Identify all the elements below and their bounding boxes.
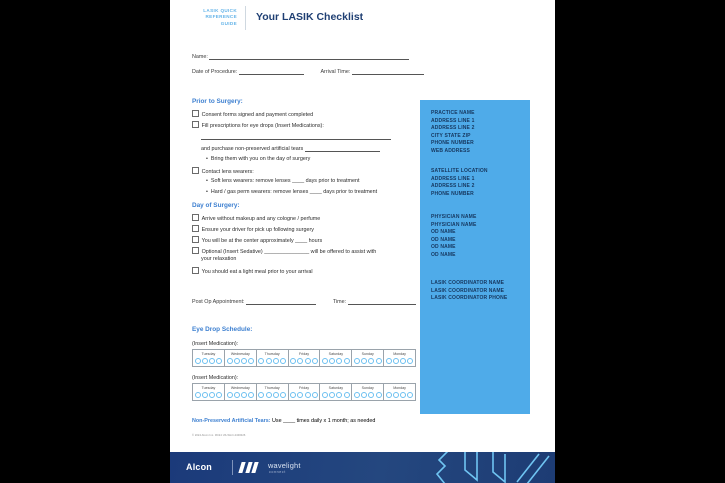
bullet-soft-lens: • Soft lens wearers: remove lenses ____ days prior to treatment bbox=[206, 178, 360, 184]
dose-circle[interactable] bbox=[407, 392, 413, 398]
eyedrop-day-column[interactable] bbox=[193, 384, 225, 400]
dose-circle[interactable] bbox=[202, 392, 208, 398]
insert-medication-label-2: (Insert Medication): bbox=[192, 375, 239, 381]
panel-info-line: PHYSICIAN NAME bbox=[431, 221, 477, 228]
eyedrop-day-column[interactable] bbox=[257, 350, 289, 366]
panel-info-line: LASIK COORDINATOR NAME bbox=[431, 287, 505, 294]
footer-divider bbox=[232, 460, 233, 475]
panel-info-line: OD NAME bbox=[431, 236, 456, 243]
checkbox-item-driver[interactable] bbox=[192, 225, 314, 233]
physician-info-group bbox=[431, 214, 476, 260]
panel-info-line: ADDRESS LINE 1 bbox=[431, 117, 475, 124]
dose-circle[interactable] bbox=[305, 358, 311, 364]
eyedrop-table-2[interactable] bbox=[192, 383, 416, 401]
dose-circle[interactable] bbox=[216, 392, 222, 398]
checkbox-label: Fill prescriptions for eye drops (Insert Medications): bbox=[201, 123, 324, 130]
dose-circle[interactable] bbox=[241, 358, 247, 364]
checkbox-item-contact-lens[interactable] bbox=[192, 167, 254, 175]
dose-circle[interactable] bbox=[376, 392, 382, 398]
eyedrop-day-column[interactable] bbox=[289, 384, 321, 400]
checkbox-icon[interactable] bbox=[192, 167, 199, 174]
panel-info-line: ADDRESS LINE 2 bbox=[431, 125, 475, 132]
eyedrop-day-header: Saturday bbox=[328, 352, 344, 357]
dose-circle[interactable] bbox=[195, 392, 201, 398]
panel-info-line: PHONE NUMBER bbox=[431, 190, 474, 197]
dose-circle[interactable] bbox=[273, 358, 279, 364]
date-field-row[interactable] bbox=[192, 68, 424, 75]
dose-circle[interactable] bbox=[393, 392, 399, 398]
checkbox-label: Arrive without makeup and any cologne / perfume bbox=[201, 216, 321, 223]
eyedrop-day-header: Wednesday bbox=[230, 352, 250, 357]
page-title: Your LASIK Checklist bbox=[256, 11, 364, 23]
page-header bbox=[170, 0, 555, 44]
dose-circle[interactable] bbox=[290, 392, 296, 398]
eyedrop-dose-dots bbox=[257, 358, 288, 367]
panel-info-line: OD NAME bbox=[431, 229, 456, 236]
eyedrop-table-1[interactable] bbox=[192, 349, 416, 367]
dose-circle[interactable] bbox=[248, 392, 254, 398]
eyedrop-day-header: Thursday bbox=[264, 386, 280, 391]
name-field-row[interactable] bbox=[192, 53, 409, 60]
eyedrop-dose-dots bbox=[289, 358, 320, 367]
panel-info-line: LASIK COORDINATOR NAME bbox=[431, 280, 505, 286]
eyedrop-day-column[interactable] bbox=[352, 384, 384, 400]
practice-info-group bbox=[431, 110, 475, 156]
panel-info-line: WEB ADDRESS bbox=[431, 147, 470, 154]
dose-circle[interactable] bbox=[368, 392, 374, 398]
dose-circle[interactable] bbox=[407, 358, 413, 364]
eyedrop-day-header: Friday bbox=[299, 386, 309, 391]
dose-circle[interactable] bbox=[297, 392, 303, 398]
medication-input-line[interactable] bbox=[201, 133, 391, 140]
section-eyedrop-heading: Eye Drop Schedule: bbox=[192, 326, 253, 333]
eyedrop-day-header: Monday bbox=[393, 386, 406, 391]
checkbox-icon[interactable] bbox=[192, 110, 199, 117]
panel-info-line: OD NAME bbox=[431, 251, 456, 258]
eyedrop-dose-dots bbox=[289, 392, 320, 401]
dose-circle[interactable] bbox=[209, 358, 215, 364]
wavelight-label: wavelight bbox=[268, 461, 301, 470]
purchase-tears-input-line[interactable] bbox=[305, 145, 380, 152]
eyedrop-day-column[interactable] bbox=[225, 350, 257, 366]
eyedrop-day-header: Tuesday bbox=[201, 352, 216, 357]
dose-circle[interactable] bbox=[312, 358, 318, 364]
dose-circle[interactable] bbox=[290, 358, 296, 364]
artificial-tears-note bbox=[192, 418, 375, 424]
date-input-line[interactable] bbox=[239, 68, 304, 75]
panel-info-line: SATELLITE LOCATION bbox=[431, 168, 488, 174]
eyedrop-day-header: Saturday bbox=[328, 386, 344, 391]
checkbox-item-prescriptions[interactable] bbox=[192, 121, 324, 129]
checkbox-item-sedative-continued: your relaxation bbox=[201, 256, 237, 262]
eyedrop-day-column[interactable] bbox=[320, 350, 352, 366]
dose-circle[interactable] bbox=[248, 358, 254, 364]
dose-circle[interactable] bbox=[266, 358, 272, 364]
dose-circle[interactable] bbox=[386, 392, 392, 398]
dose-circle[interactable] bbox=[258, 392, 264, 398]
eyedrop-dose-dots bbox=[193, 392, 224, 401]
panel-info-line: PHYSICIAN NAME bbox=[431, 214, 477, 220]
checkbox-icon[interactable] bbox=[192, 247, 199, 254]
dose-circle[interactable] bbox=[227, 392, 233, 398]
checkbox-icon[interactable] bbox=[192, 225, 199, 232]
dose-circle[interactable] bbox=[393, 358, 399, 364]
checkbox-item-no-makeup[interactable] bbox=[192, 214, 320, 222]
checkbox-icon[interactable] bbox=[192, 267, 199, 274]
checkbox-label: Ensure your driver for pick up following surgery bbox=[201, 227, 314, 234]
checkbox-label: Consent forms signed and payment completed bbox=[201, 112, 314, 119]
alcon-logo: Alcon bbox=[186, 462, 213, 472]
name-input-line[interactable] bbox=[209, 53, 409, 60]
dose-circle[interactable] bbox=[280, 358, 286, 364]
coordinator-info-group bbox=[431, 280, 507, 303]
eyedrop-dose-dots bbox=[320, 392, 351, 401]
section-prior-heading: Prior to Surgery: bbox=[192, 98, 243, 105]
dose-circle[interactable] bbox=[280, 392, 286, 398]
eyedrop-day-column[interactable] bbox=[257, 384, 289, 400]
eyedrop-day-header: Sunday bbox=[361, 352, 374, 357]
dose-circle[interactable] bbox=[234, 392, 240, 398]
document-page bbox=[170, 0, 555, 483]
dose-circle[interactable] bbox=[227, 358, 233, 364]
artificial-tears-text: Use ____ times daily x 1 month; as needed bbox=[270, 418, 376, 424]
panel-info-line: CITY STATE ZIP bbox=[431, 132, 471, 139]
dose-circle[interactable] bbox=[336, 392, 342, 398]
dose-circle[interactable] bbox=[305, 392, 311, 398]
eyedrop-dose-dots bbox=[320, 358, 351, 367]
eyedrop-day-header: Sunday bbox=[361, 386, 374, 391]
eyedrop-day-column[interactable] bbox=[384, 384, 415, 400]
eyedrop-dose-dots bbox=[225, 358, 256, 367]
eyedrop-day-column[interactable] bbox=[193, 350, 225, 366]
wavelight-w-icon bbox=[240, 462, 264, 473]
dose-circle[interactable] bbox=[273, 392, 279, 398]
dose-circle[interactable] bbox=[312, 392, 318, 398]
bullet-bring-them: • Bring them with you on the day of surgery bbox=[206, 156, 310, 162]
postop-time-input-line[interactable] bbox=[348, 298, 416, 305]
purchase-tears-row[interactable] bbox=[201, 145, 380, 152]
eyedrop-day-header: Tuesday bbox=[201, 386, 216, 391]
dose-circle[interactable] bbox=[297, 358, 303, 364]
panel-info-line: PHONE NUMBER bbox=[431, 140, 474, 147]
eyedrop-dose-dots bbox=[384, 392, 415, 401]
checkbox-icon[interactable] bbox=[192, 214, 199, 221]
satellite-info-group bbox=[431, 168, 488, 198]
panel-info-line: LASIK COORDINATOR PHONE bbox=[431, 295, 508, 302]
copyright-line: © 2024 Alcon Inc. 06/24 US-WLO-2400026 bbox=[192, 434, 246, 437]
dose-circle[interactable] bbox=[400, 392, 406, 398]
dose-circle[interactable] bbox=[336, 358, 342, 364]
insert-medication-label-1: (Insert Medication): bbox=[192, 341, 239, 347]
dose-circle[interactable] bbox=[258, 358, 264, 364]
lasik-guide-logo bbox=[185, 8, 237, 27]
logo-line-1: LASIK QUICK bbox=[203, 8, 237, 13]
dose-circle[interactable] bbox=[209, 392, 215, 398]
medication-write-line[interactable] bbox=[201, 133, 391, 140]
logo-line-3: GUIDE bbox=[220, 20, 237, 26]
checkbox-label: You should eat a light meal prior to your arrival bbox=[201, 269, 313, 276]
logo-line-2: REFERENCE bbox=[205, 14, 237, 20]
eyedrop-day-header: Thursday bbox=[264, 352, 280, 357]
purchase-tears-label: and purchase non-preserved artificial tears bbox=[201, 146, 304, 152]
dose-circle[interactable] bbox=[368, 358, 374, 364]
postop-time-label: Time: bbox=[332, 299, 347, 305]
dose-circle[interactable] bbox=[322, 392, 328, 398]
checkbox-icon[interactable] bbox=[192, 236, 199, 243]
footer-decorative-chevrons bbox=[431, 452, 555, 483]
dose-circle[interactable] bbox=[354, 358, 360, 364]
artificial-tears-label: Non-Preserved Artificial Tears: bbox=[192, 418, 271, 424]
arrival-input-line[interactable] bbox=[352, 68, 424, 75]
dose-circle[interactable] bbox=[361, 392, 367, 398]
checkbox-item-light-meal[interactable] bbox=[192, 267, 313, 275]
dose-circle[interactable] bbox=[329, 392, 335, 398]
dose-circle[interactable] bbox=[234, 358, 240, 364]
panel-info-line: OD NAME bbox=[431, 244, 456, 251]
eyedrop-day-column[interactable] bbox=[289, 350, 321, 366]
header-divider bbox=[245, 6, 246, 30]
checkbox-label: Optional (Insert Sedative) _______________ will be offered to assist with bbox=[201, 249, 377, 256]
dose-circle[interactable] bbox=[241, 392, 247, 398]
checkbox-item-sedative[interactable] bbox=[192, 247, 376, 255]
page-footer bbox=[170, 452, 555, 483]
name-label: Name: bbox=[192, 54, 208, 60]
eyedrop-day-header: Wednesday bbox=[230, 386, 250, 391]
checkbox-label: Contact lens wearers: bbox=[201, 169, 254, 176]
dose-circle[interactable] bbox=[329, 358, 335, 364]
dose-circle[interactable] bbox=[266, 392, 272, 398]
eyedrop-day-header: Monday bbox=[393, 352, 406, 357]
eyedrop-dose-dots bbox=[225, 392, 256, 401]
checkbox-item-center-hours[interactable] bbox=[192, 236, 322, 244]
checkbox-icon[interactable] bbox=[192, 121, 199, 128]
dose-circle[interactable] bbox=[361, 358, 367, 364]
dose-circle[interactable] bbox=[344, 358, 350, 364]
dose-circle[interactable] bbox=[376, 358, 382, 364]
checkbox-label: You will be at the center approximately ____ hours bbox=[201, 238, 323, 245]
eyedrop-day-header: Friday bbox=[299, 352, 309, 357]
dose-circle[interactable] bbox=[195, 358, 201, 364]
dose-circle[interactable] bbox=[400, 358, 406, 364]
eyedrop-dose-dots bbox=[352, 392, 383, 401]
dose-circle[interactable] bbox=[344, 392, 350, 398]
section-day-of-heading: Day of Surgery: bbox=[192, 202, 240, 209]
checkbox-item-consent[interactable] bbox=[192, 110, 313, 118]
eyedrop-day-column[interactable] bbox=[320, 384, 352, 400]
panel-info-line: PRACTICE NAME bbox=[431, 110, 475, 116]
dose-circle[interactable] bbox=[216, 358, 222, 364]
eyedrop-day-column[interactable] bbox=[352, 350, 384, 366]
panel-info-line: ADDRESS LINE 1 bbox=[431, 175, 475, 182]
date-label: Date of Procedure: bbox=[192, 69, 238, 75]
eyedrop-dose-dots bbox=[352, 358, 383, 367]
eyedrop-day-column[interactable] bbox=[384, 350, 415, 366]
eyedrop-dose-dots bbox=[193, 358, 224, 367]
eyedrop-dose-dots bbox=[384, 358, 415, 367]
practice-info-panel bbox=[420, 100, 530, 414]
postop-input-line[interactable] bbox=[246, 298, 316, 305]
eyedrop-dose-dots bbox=[257, 392, 288, 401]
dose-circle[interactable] bbox=[322, 358, 328, 364]
postop-field-row[interactable] bbox=[192, 298, 416, 305]
arrival-label: Arrival Time: bbox=[320, 69, 351, 75]
eyedrop-day-column[interactable] bbox=[225, 384, 257, 400]
panel-info-line: ADDRESS LINE 2 bbox=[431, 183, 475, 190]
dose-circle[interactable] bbox=[354, 392, 360, 398]
dose-circle[interactable] bbox=[386, 358, 392, 364]
dose-circle[interactable] bbox=[202, 358, 208, 364]
wavelight-sub-label: connect bbox=[269, 469, 286, 474]
postop-label: Post Op Appointment: bbox=[192, 299, 245, 305]
bullet-hard-lens: • Hard / gas perm wearers: remove lenses ____ days prior to treatment bbox=[206, 189, 377, 195]
